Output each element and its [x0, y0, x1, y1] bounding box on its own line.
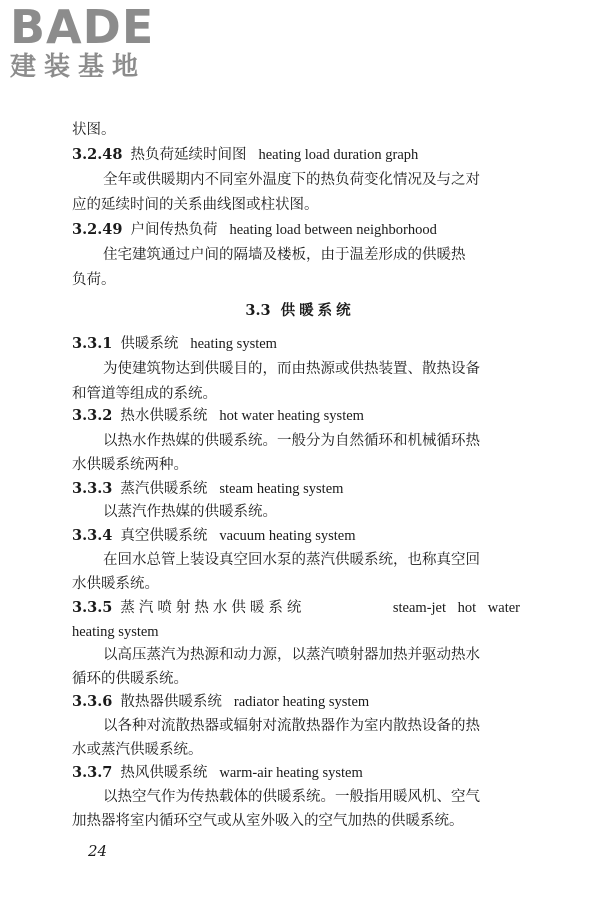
entry-term-en: steam-jet hot water — [392, 600, 520, 616]
entry-number: 3.3.2 — [72, 407, 113, 424]
entry-number: 3.2.49 — [72, 221, 123, 238]
entry-description: 加热器将室内循环空气或从室外吸入的空气加热的供暖系统。 — [72, 813, 464, 829]
entry-term-cn: 户间传热负荷 — [130, 222, 218, 238]
entry-3-3-3 — [72, 479, 343, 499]
section-number: 3.3 — [245, 302, 271, 319]
entry-term-en: steam heating system — [219, 481, 344, 497]
entry-term-cn: 供暖系统 — [120, 336, 179, 352]
entry-description: 水供暖系统两种。 — [72, 457, 188, 473]
entry-term-en-continued: heating system — [72, 624, 159, 640]
entry-heading-left — [72, 598, 305, 618]
entry-description: 以高压蒸汽为热源和动力源，以蒸汽喷射器加热并驱动热水 — [103, 647, 480, 663]
section-heading — [0, 299, 600, 320]
entry-3-3-6 — [72, 692, 369, 712]
entry-term-cn: 热水供暖系统 — [120, 408, 208, 424]
entry-description: 循环的供暖系统。 — [72, 671, 188, 687]
entry-number: 3.3.5 — [72, 599, 113, 616]
entry-number: 3.3.1 — [72, 335, 113, 352]
entry-term-en: radiator heating system — [233, 694, 370, 710]
entry-number: 3.3.7 — [72, 764, 113, 781]
entry-3-2-49 — [72, 220, 437, 240]
entry-description: 以热水作热媒的供暖系统。一般分为自然循环和机械循环热 — [103, 433, 480, 449]
entry-term-cn: 散热器供暖系统 — [120, 694, 222, 710]
entry-term-en: vacuum heating system — [219, 528, 356, 544]
page-number: 24 — [88, 842, 108, 860]
entry-3-3-7 — [72, 763, 363, 783]
entry-term-cn: 蒸汽喷射热水供暖系统 — [120, 600, 306, 616]
entry-term-en: heating system — [190, 336, 277, 352]
entry-description: 以热空气作为传热载体的供暖系统。一般指用暖风机、空气 — [103, 789, 480, 805]
bade-logo — [10, 0, 155, 82]
entry-number: 3.2.48 — [72, 146, 123, 163]
entry-number: 3.3.4 — [72, 527, 113, 544]
entry-term-cn: 真空供暖系统 — [120, 528, 208, 544]
entry-3-3-5 — [72, 598, 520, 618]
entry-description: 住宅建筑通过户间的隔墙及楼板，由于温差形成的供暖热 — [103, 247, 466, 263]
entry-term-en: warm-air heating system — [219, 765, 363, 781]
entry-term-en: heating load duration graph — [258, 147, 419, 163]
entry-3-3-1 — [72, 334, 277, 354]
entry-3-3-2 — [72, 406, 364, 426]
entry-description: 水供暖系统。 — [72, 576, 159, 592]
entry-term-en: heating load between neighborhood — [229, 222, 437, 238]
entry-description: 以蒸汽作热媒的供暖系统。 — [103, 504, 277, 520]
entry-description: 以各种对流散热器或辐射对流散热器作为室内散热设备的热 — [103, 718, 480, 734]
logo-word: BADE — [10, 0, 155, 54]
entry-description: 全年或供暖期内不同室外温度下的热负荷变化情况及与之对 — [103, 172, 480, 188]
entry-term-en: hot water heating system — [219, 408, 364, 424]
entry-description: 应的延续时间的关系曲线图或柱状图。 — [72, 197, 319, 213]
entry-description: 在回水总管上装设真空回水泵的蒸汽供暖系统，也称真空回 — [103, 552, 480, 568]
text-line: 状图。 — [72, 122, 116, 138]
entry-description: 和管道等组成的系统。 — [72, 386, 217, 402]
entry-description: 负荷。 — [72, 272, 116, 288]
entry-term-cn: 热负荷延续时间图 — [130, 147, 247, 163]
logo-chinese: 建装基地 — [10, 52, 147, 82]
entry-3-3-4 — [72, 526, 355, 546]
entry-number: 3.3.3 — [72, 480, 113, 497]
entry-term-cn: 蒸汽供暖系统 — [120, 481, 208, 497]
entry-number: 3.3.6 — [72, 693, 113, 710]
entry-3-2-48 — [72, 145, 418, 165]
entry-description: 为使建筑物达到供暖目的，而由热源或供热装置、散热设备 — [103, 361, 480, 377]
section-title: 供暖系统 — [280, 302, 355, 319]
entry-term-cn: 热风供暖系统 — [120, 765, 208, 781]
entry-description: 水或蒸汽供暖系统。 — [72, 742, 203, 758]
